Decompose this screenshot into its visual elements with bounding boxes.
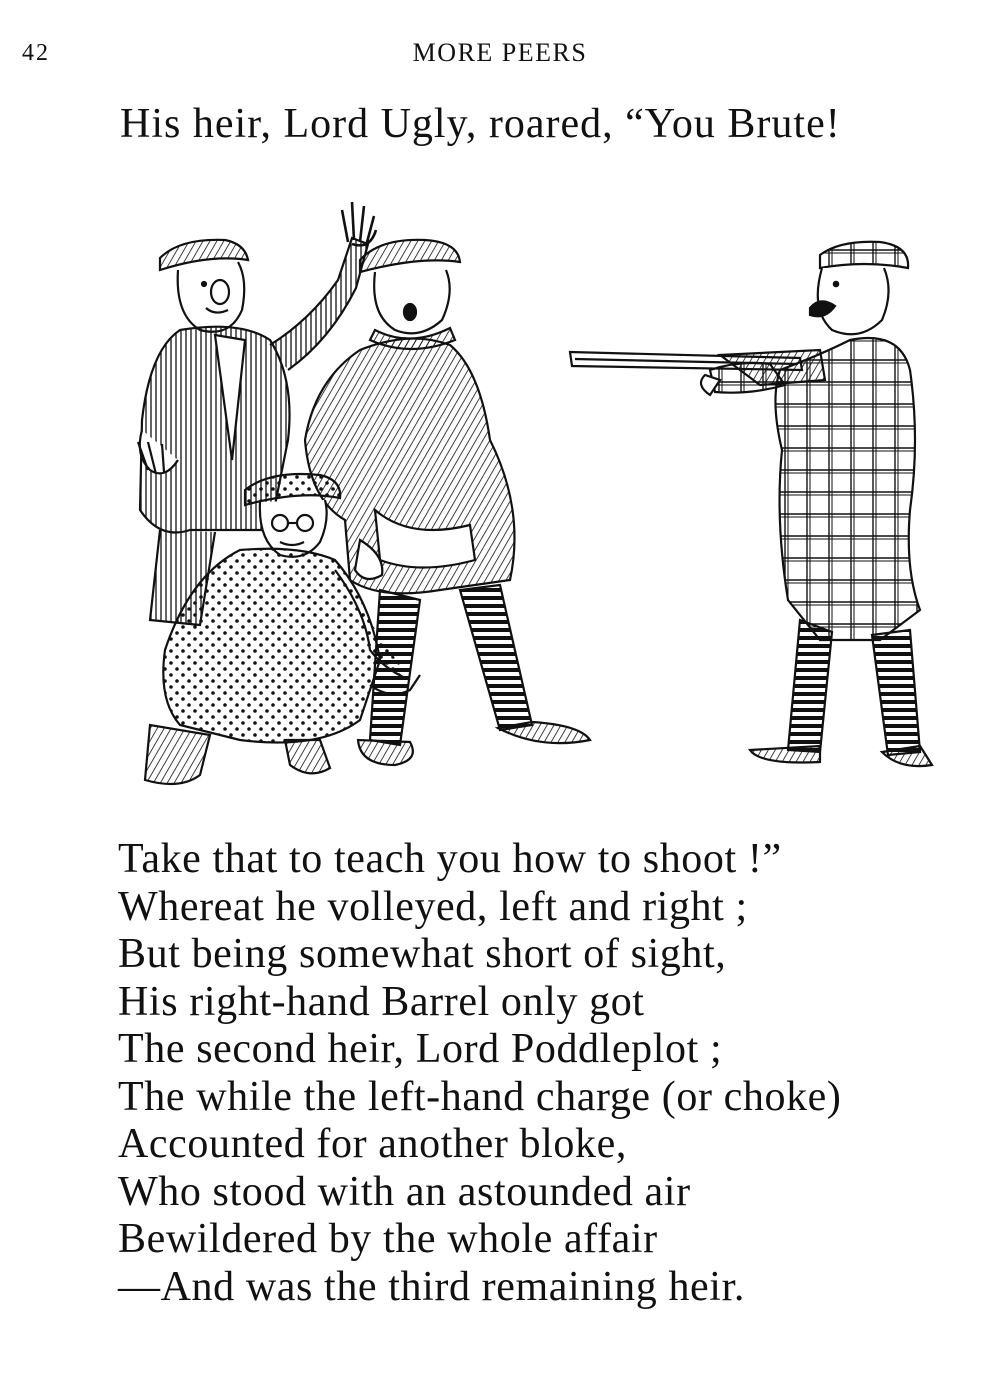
verse-line: Whereat he volleyed, left and right ; xyxy=(118,883,748,930)
page-number: 42 xyxy=(22,40,50,66)
verse-stanza xyxy=(118,836,842,1311)
verse-line: The while the left-hand charge (or choke) xyxy=(118,1073,842,1120)
running-title: MORE PEERS xyxy=(412,38,588,67)
verse-opening-line: His heir, Lord Ugly, roared, “You Brute! xyxy=(120,101,841,147)
illustration-shooting-scene xyxy=(120,180,940,800)
verse-line: But being somewhat short of sight, xyxy=(118,931,727,977)
figure-shooter xyxy=(570,242,932,766)
verse-line: The second heir, Lord Poddleplot ; xyxy=(118,1026,723,1072)
verse-line: Accounted for another bloke, xyxy=(118,1121,627,1167)
verse-line: Take that to teach you how to shoot !” xyxy=(118,836,782,882)
verse-line: —And was the third remaining heir. xyxy=(118,1263,745,1310)
verse-line: His right-hand Barrel only got xyxy=(118,978,645,1025)
verse-line: Who stood with an astounded air xyxy=(118,1168,691,1215)
verse-line: Bewildered by the whole affair xyxy=(118,1216,658,1262)
